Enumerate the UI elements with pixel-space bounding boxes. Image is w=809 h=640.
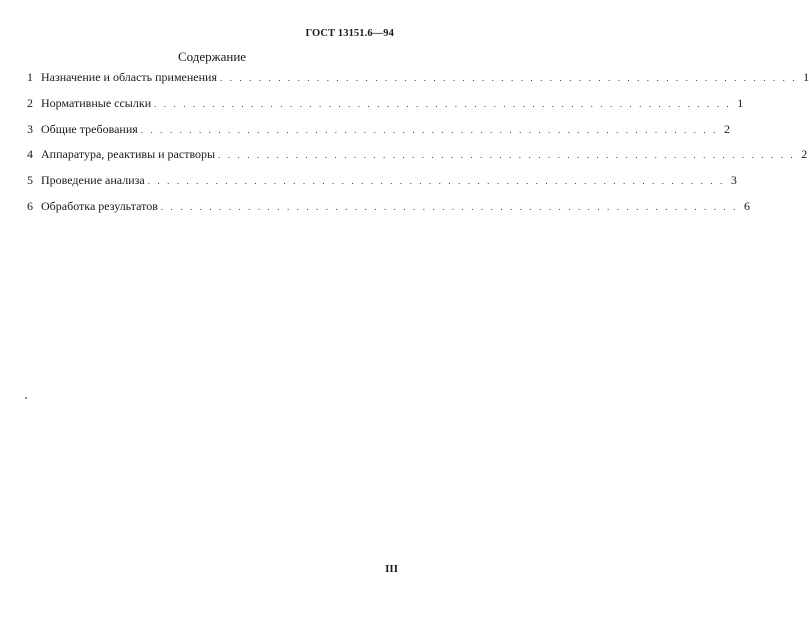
- toc-item[interactable]: [27, 147, 808, 173]
- toc-item[interactable]: [27, 173, 737, 199]
- toc-item-page: 3: [730, 173, 737, 188]
- toc-item-page: 6: [744, 198, 751, 213]
- toc-item[interactable]: [27, 198, 751, 225]
- toc-item-title: Обработка результатов: [41, 198, 158, 213]
- toc-item-page: 2: [723, 121, 730, 136]
- toc-item-number: 5: [27, 173, 33, 188]
- toc-item-page: 1: [737, 95, 744, 110]
- dot-leader: . . . . . . . . . . . . . . . . . . . . . . . . . . . . . . . . . . . . . . . . . . . . . . . . . . . . . . . . . . . .: [147, 176, 725, 187]
- toc-title: Содержание: [177, 49, 247, 64]
- page-number: III: [385, 563, 398, 575]
- toc-item-title: Проведение анализа: [41, 173, 145, 188]
- toc-item-page: 2: [801, 147, 808, 162]
- dot-leader: . . . . . . . . . . . . . . . . . . . . . . . . . . . . . . . . . . . . . . . . . . . . . . . . . . . . . . . . . . . .: [220, 73, 798, 83]
- toc-item-number: 6: [27, 198, 33, 213]
- toc-item[interactable]: [27, 95, 744, 122]
- toc-item[interactable]: [27, 121, 730, 148]
- toc-item-number: 2: [27, 95, 33, 110]
- dot-leader: . . . . . . . . . . . . . . . . . . . . . . . . . . . . . . . . . . . . . . . . . . . . . . . . . . . . . . . . . . . .: [140, 124, 718, 135]
- table-of-contents: [27, 70, 809, 225]
- toc-item-number: 1: [27, 70, 33, 84]
- dot-leader: . . . . . . . . . . . . . . . . . . . . . . . . . . . . . . . . . . . . . . . . . . . . . . . . . . . . . . . . . . . .: [160, 201, 739, 212]
- toc-item-page: 1: [803, 70, 809, 84]
- toc-item-title: Назначение и область применения: [41, 70, 217, 84]
- toc-item-title: Нормативные ссылки: [41, 95, 152, 110]
- toc-item-number: 3: [27, 121, 33, 136]
- toc-item-title: Аппаратура, реактивы и растворы: [41, 147, 216, 162]
- dot-leader: . . . . . . . . . . . . . . . . . . . . . . . . . . . . . . . . . . . . . . . . . . . . . . . . . . . . . . . . . . . .: [154, 98, 732, 109]
- document-code: ГОСТ 13151.6—94: [305, 28, 394, 39]
- toc-item[interactable]: [27, 70, 809, 96]
- toc-item-title: Общие требования: [41, 121, 138, 136]
- toc-item-number: 4: [27, 147, 33, 162]
- dot-leader: . . . . . . . . . . . . . . . . . . . . . . . . . . . . . . . . . . . . . . . . . . . . . . . . . . . . . . . . . . . .: [218, 150, 796, 161]
- scan-speck: [25, 397, 27, 399]
